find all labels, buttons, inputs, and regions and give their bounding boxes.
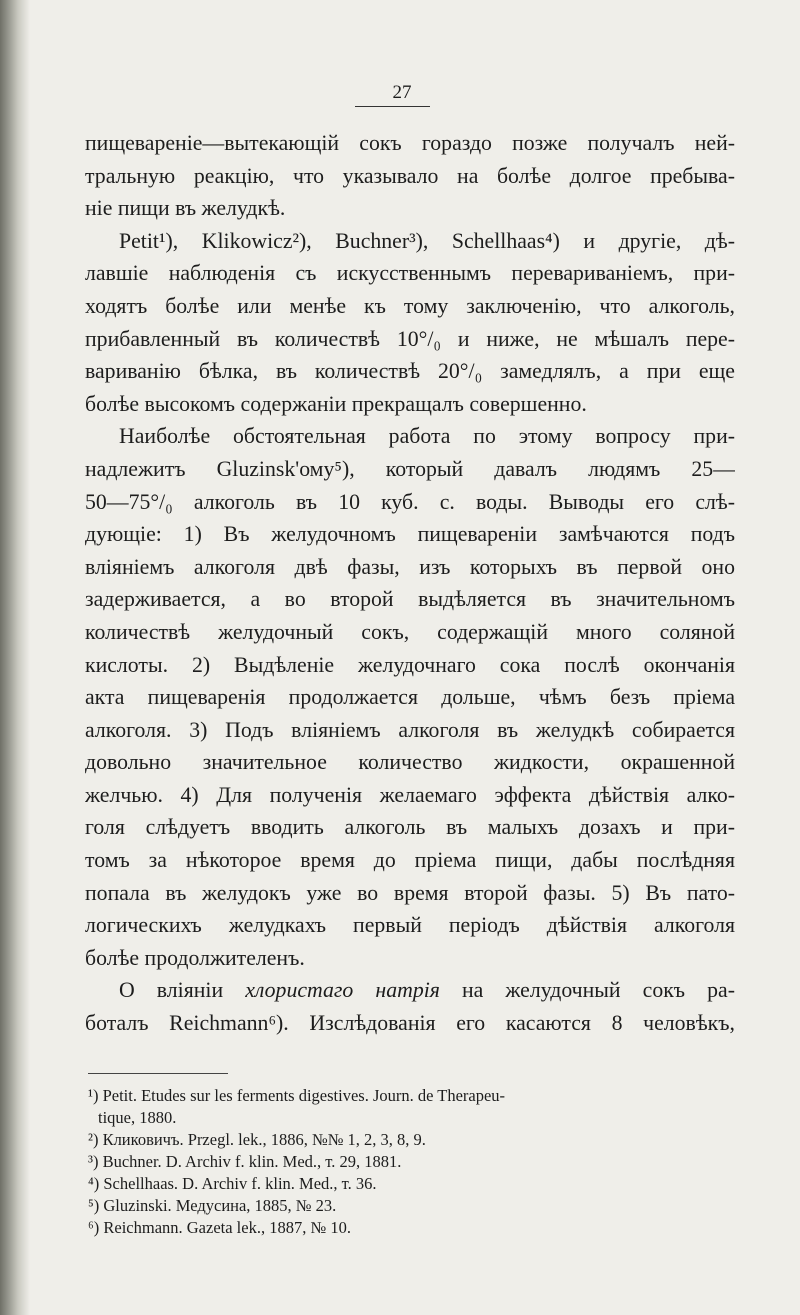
text-line: пищевареніе—вытекающій сокъ гораздо позже получалъ ней-: [85, 131, 735, 155]
emphasis-text: хлористаго натрія: [245, 978, 440, 1003]
text-line: Наиболѣе обстоятельная работа по этому вопросу при-: [119, 424, 735, 449]
text-line: количествѣ желудочный сокъ, содержащій много соляной: [85, 619, 735, 644]
text-line: желчью. 4) Для полученія желаемаго эффекта дѣйствія алко-: [85, 782, 735, 807]
text-line: дующіе: 1) Въ желудочномъ пищевареніи замѣчаются подъ: [85, 522, 735, 547]
text-line: довольно значительное количество жидкости, окрашенной: [85, 750, 735, 775]
text-line: [85, 974, 735, 1007]
text-line: вліяніемъ алкоголя двѣ фазы, изъ которыхъ въ первой оно: [85, 554, 735, 579]
footnote: ⁴) Schellhaas. D. Archiv f. klin. Med., т. 36.: [88, 1174, 377, 1193]
text-line: 50—75°/₀ алкоголь въ 10 куб. с. воды. Выводы его слѣ-: [85, 489, 735, 514]
page-number: 27: [392, 82, 412, 103]
footnote: ⁶) Reichmann. Gazeta lek., 1887, № 10.: [88, 1218, 351, 1237]
text-line: кислоты. 2) Выдѣленіе желудочнаго сока послѣ окончанія: [85, 652, 735, 677]
footnote: ²) Кликовичъ. Przegl. lek., 1886, №№ 1, 2, 3, 8, 9.: [88, 1130, 426, 1149]
text-line: ходятъ болѣе или менѣе къ тому заключенію, что алкоголь,: [85, 293, 735, 318]
footnote: ⁵) Gluzinski. Медусина, 1885, № 23.: [88, 1196, 337, 1215]
text-line: попала въ желудокъ уже во время второй фазы. 5) Въ пато-: [85, 880, 735, 905]
text-line: алкоголя. 3) Подъ вліяніемъ алкоголя въ желудкѣ собирается: [85, 717, 735, 742]
scan-edge-shadow: [0, 0, 30, 1315]
text-line: логическихъ желудкахъ первый періодъ дѣйствія алкоголя: [85, 913, 735, 938]
text-line: тральную реакцію, что указывало на болѣе долгое пребыва-: [85, 163, 735, 188]
footnotes: [88, 1085, 733, 1239]
body-text: [85, 127, 735, 1040]
footnote-separator: [88, 1073, 228, 1074]
text-line: томъ за нѣкоторое время до пріема пищи, дабы послѣдняя: [85, 848, 735, 873]
footnote: ¹) Petit. Etudes sur les ferments digestives. Journ. de Therapeu-: [88, 1086, 506, 1105]
text-line: ніе пищи въ желудкѣ.: [85, 196, 286, 221]
text-fragment: на желудочный сокъ ра-: [439, 978, 735, 1003]
text-line: прибавленный въ количествѣ 10°/₀ и ниже, не мѣшалъ пере-: [85, 326, 735, 351]
footnote-continuation: tique, 1880.: [98, 1108, 177, 1127]
text-line: болѣе высокомъ содержаніи прекращалъ совершенно.: [85, 391, 587, 416]
text-line: акта пищеваренія продолжается дольше, чѣмъ безъ пріема: [85, 685, 735, 710]
text-line: надлежитъ Gluzinsk'ому⁵), который давалъ людямъ 25—: [85, 456, 735, 481]
text-line: Petit¹), Klikowicz²), Buchner³), Schellhaas⁴) и другіе, дѣ-: [119, 228, 735, 253]
page-number-rule: [355, 106, 430, 107]
text-line: лавшіе наблюденія съ искусственнымъ перевариваніемъ, при-: [85, 261, 735, 286]
text-line: вариванію бѣлка, въ количествѣ 20°/₀ замедлялъ, а при еще: [85, 359, 735, 384]
text-line: боталъ Reichmann⁶). Изслѣдованія его касаются 8 человѣкъ,: [85, 1011, 735, 1036]
footnote: ³) Buchner. D. Archiv f. klin. Med., т. 29, 1881.: [88, 1152, 402, 1171]
text-fragment: О вліяніи: [119, 978, 246, 1003]
text-line: болѣе продолжителенъ.: [85, 945, 305, 970]
text-line: голя слѣдуетъ вводить алкоголь въ малыхъ дозахъ и при-: [85, 815, 735, 840]
text-line: задерживается, а во второй выдѣляется въ значительномъ: [85, 587, 735, 612]
